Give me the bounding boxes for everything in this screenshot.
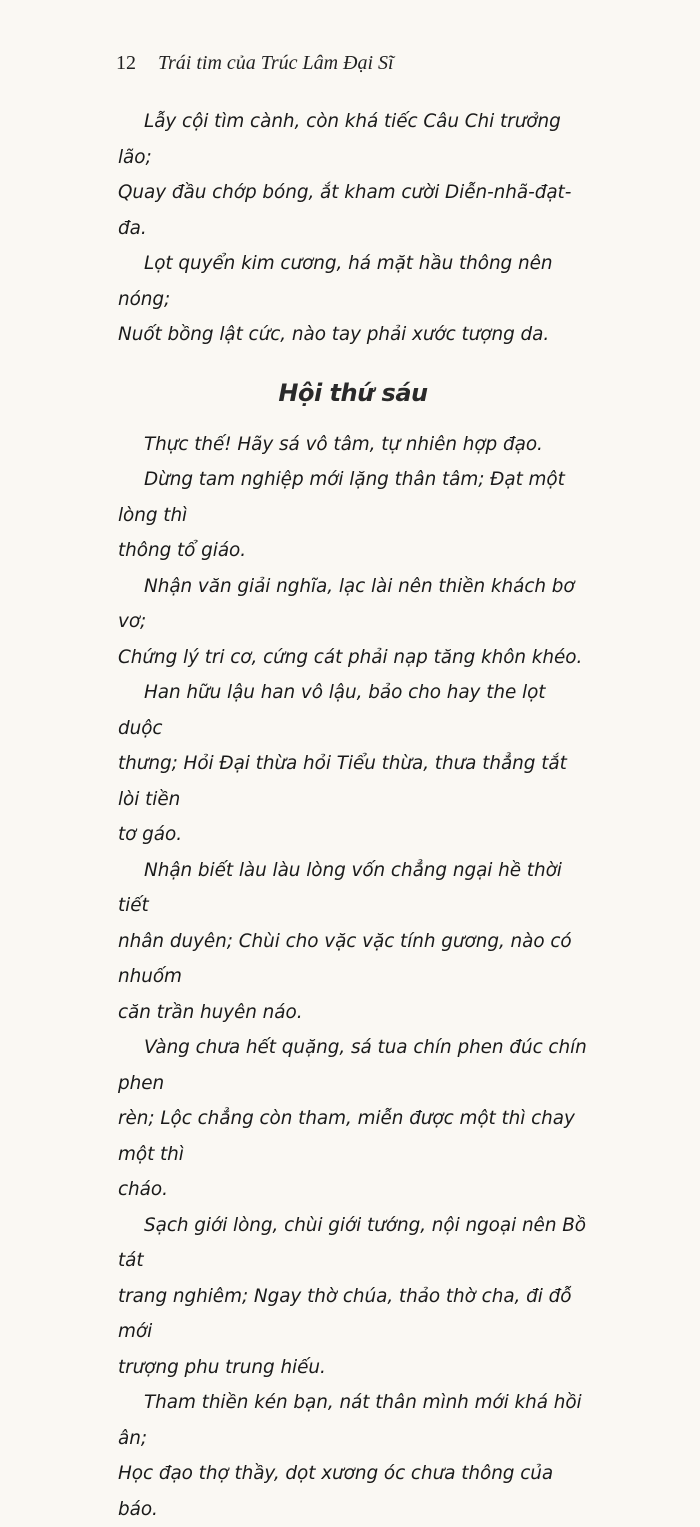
book-title: Trái tim của Trúc Lâm Đại Sĩ: [158, 52, 394, 74]
text-line: Nhận biết làu làu lòng vốn chẳng ngại hề thời tiết: [118, 859, 562, 916]
text-line: Học đạo thợ thầy, dọt xương óc chưa thông của báo.: [118, 1463, 554, 1520]
verse-paragraph: [118, 427, 588, 463]
text-line: Chứng lý tri cơ, cứng cát phải nạp tăng khôn khéo.: [118, 646, 583, 668]
verse-paragraph: [118, 1208, 588, 1386]
text-line: trượng phu trung hiếu.: [118, 1356, 326, 1378]
verse-paragraph: [118, 853, 588, 1031]
verse-paragraph: [118, 675, 588, 853]
verse-paragraph: [118, 104, 588, 246]
text-line: căn trần huyên náo.: [118, 1001, 303, 1023]
text-line: Dừng tam nghiệp mới lặng thân tâm; Đạt một lòng thì: [118, 469, 565, 526]
text-line: nhân duyên; Chùi cho vặc vặc tính gương, nào có nhuốm: [118, 930, 572, 987]
text-line: tơ gáo.: [118, 824, 182, 845]
verse-paragraph: [118, 1030, 588, 1208]
verse-paragraph: [118, 246, 588, 353]
text-line: Han hữu lậu han vô lậu, bảo cho hay the lọt duộc: [118, 682, 546, 739]
text-line: Sạch giới lòng, chùi giới tướng, nội ngoại nên Bồ tát: [118, 1214, 586, 1271]
text-line: thưng; Hỏi Đại thừa hỏi Tiểu thừa, thưa thẳng tắt lòi tiền: [118, 753, 567, 810]
text-line: trang nghiêm; Ngay thờ chúa, thảo thờ cha, đi đỗ mới: [118, 1285, 572, 1342]
text-line: cháo.: [118, 1179, 168, 1200]
page-body: [118, 104, 588, 1527]
text-line: Vàng chưa hết quặng, sá tua chín phen đúc chín phen: [118, 1037, 587, 1094]
section-heading: Hội thứ sáu: [278, 378, 428, 407]
page-number: 12: [116, 52, 136, 74]
verse-paragraph: [118, 1385, 588, 1527]
text-line: Nuốt bồng lật cức, nào tay phải xước tượng da.: [118, 324, 550, 345]
text-line: rèn; Lộc chẳng còn tham, miễn được một thì chay một thì: [118, 1108, 575, 1165]
verse-paragraph: [118, 462, 588, 569]
text-line: thông tổ giáo.: [118, 540, 247, 561]
text-line: Lẫy cội tìm cành, còn khá tiếc Câu Chi trưởng lão;: [118, 111, 561, 168]
verse-paragraph: [118, 569, 588, 676]
running-header: [116, 52, 394, 75]
text-line: Tham thiền kén bạn, nát thân mình mới khá hồi ân;: [118, 1392, 582, 1449]
text-line: Lọt quyển kim cương, há mặt hầu thông nên nóng;: [118, 253, 553, 310]
text-line: Nhận văn giải nghĩa, lạc lài nên thiền khách bơ vơ;: [118, 575, 575, 632]
text-line: Thực thế! Hãy sá vô tâm, tự nhiên hợp đạo.: [144, 433, 543, 455]
text-line: Quay đầu chớp bóng, ắt kham cười Diễn-nhã-đạt-đa.: [118, 182, 572, 239]
